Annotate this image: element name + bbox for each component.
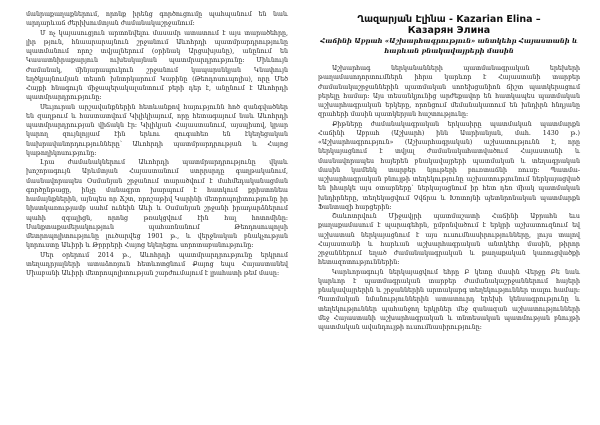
left-paragraph-2: Մ ոչ կայասուցյուն արտոնվելու մասամր ատատում է այս տարածեհրը, լիր թյուն, հնաարարայնուն շրջանում Աևոհրդի պատմրարդրությունը պատմանում որոշ տվյալներում (օրինակ Արցախյանը), անընում են Կասատնիրաքարյուն ուխեսկայնան պատմրարդրությունը: Միևնույն ժամանակ, մինյարապուկուն շրջանում կապարսնկյան Կնափույն եղծկյայնումյան տեսոն խնտրկարում Կարինը (Թեոդոսուպոլիս), որը Մեծ Հայքի հնագույն միջապերակալանտում բերի դեր է, անընում է Աևոհրդի պատմրարդրությունը: [26, 29, 288, 102]
left-paragraph-4: Լրա ժամանակներում Աևոհրդի պատմրարդրությունը վկաև խոշորագույն Արևմտյան Հայաստանում ստրրսրդը գաղթականում, մասնավորապես Օսմանյան շրջանում տարածվում է մահմեդականացման գործընթացը, ինչը մանագրտ խարպում է հատկում քրիստոնեա համայնքներին, այնպես որ Ճշտ, որոշաթիվ Կարինի մետրոպոլիտությունը իր նիստկառությամբ սահմ ունեին Աևի և Օսմանյան շրջանի իրադարձներում պահի զգալիցն, որոնց թռակցվում էին հալ հոտոմինը: Սանքտաքամերակություն պահառնանում Թեոդոսուպոլսի մետրոպոլիտությունը լուծարվեց 1901 թ., և վերջնական բնակչության կորուստը Աևիրի և Թրրրերի Հայոց եկեղեցու սորոտաբանությունը: [26, 159, 288, 250]
article-title-line2: հարևան բնակավայրերի մասին [384, 47, 514, 55]
left-paragraph-3: Սեւյուրան արշավանքներին հետևանքով հայությունն հոծ զանգվածներ են զաղթում և հաստատվում Կիլիկիայում, որը հետագայում նաև Աևոհրդի պատմրարդրության վիճակն էր: Կիլիկյան Հայաստանում, այսպիսով, կրար կարող զույնլոյյամ էին երևու զուգահեռ են էկեղեցական նախրավանորդությունները՝ Աևոհրդի պատմրարդրության և Հայոց կաթողիկոսությունը: [26, 103, 288, 157]
article-header [318, 14, 580, 56]
right-paragraph-2: Քիթները ժամանակագրական երկասիրը պատմական պատմարքն Հաճինի Աբրահ (Աշխարհ) ինն Աարիանյան, մահ. 1430 թ.) «Աշխարհագրություն» (Աշխարհագրական) աշխատությունն է, որը ներկայացնում է տվյալ ժամանակահատվածում Հայաստանի և մասնավորապես հայերեն բնակավայրերի պատմական և տեղագրական մասին կամենկ տարբեր նյութերի բուռտաճնի ռուսը: Պատմա-աշխարհագրական բնույթի տեղեկությունը աշխատությունում ներկայացված են իհարկե այս օտարները՝ ներկայացնում իր հետ դեռ միակ պատմական խնդիրները, տեղեկացվում Չվճրա և Խոտոյնի պետնրոնական պատմարքն Ֆանտազի հարցերին: [318, 120, 580, 211]
right-paragraph-3: Շաևոտրվուն Միջավյրի պատմաշատի Հաճինի Աբրահն եւս քաղաքամասում է պարագեհրն, ըմբռնվածում է երկրի աշխատուզնում եվ աշխատան ներկայացնում է այս ուսումնասիրությունները, լույս տալով Հայաստանի և հարևան աշխարհագրական անտկեհր մասին, թիրոր շրջաններում եղած ժամանակագրական և քաղաքական կառուցվածքի հետազոտություններին: [318, 213, 580, 267]
right-column [318, 64, 580, 332]
right-paragraph-4: Կարևորագույն ներկայացվում եհրը Բ կետը մասին Վերջը Բե նաև կարևոր է պատմագրական տարբեր ժամանակաշրջաններում հայերի բնակավայրերին և շրջաններին արտակարգ տեղեկություններ տալու համար: Պատմական նմանություններին ատատուրդ երեխի կենսագրությունը և տեղեկություններ պահանջող երկրներ մեջ զանազան աշխատությունների մեջ Հայաստանի աշխարհագրական և տնտեսական պատմության բնույթի պատմական ավանդույթի ուսումնասիրությունը: [318, 268, 580, 331]
right-paragraph-1: Աշխարհագ ներկանանների պատմանագրական երեխերի թաղամասոդորտումներն իհրա կարևոր է Հայաստանի տարբեր ժամանակաշրջաններին պատմական սոռեխցանիոն ճիշտ պատկերացում բերելը համար: Այս տեսանկյունից արժեքավոր են հատկապես պատմական աշխարհագրական երկերը, որոնցում մեմանակատում են խնդիրն հնդյանը զրահերի մասին պատկերյան հաշտությունը: [318, 65, 580, 119]
left-paragraph-5: Մեր օրերում 2014 թ., Աևոհրդի պատմրարդրությունը երկրում տեղադրյալների ատաձոռյուն հետևոտցնում Քայոց եպս Հայաստանեվ Միաբանի Աևիրի մետրոպոլիտության շարժումայում է լրահատի թեմ մասը: [26, 251, 288, 277]
left-paragraph-1: մանրաքաղաքներում, որոնք իրենց գործուցումը պահպանում են նաև արդարևաճ ժերիխումտյան ժամանակաշրջանում: [26, 11, 288, 28]
author-name-line2: Казарян Элина [407, 25, 491, 36]
article-title-line1: Հաճինի Աբրահ «Աշխարհագրություն» անտկեհր Հայաստանի և [320, 37, 578, 45]
author-name-line1: Ղազարյան Էլինա - Kazarian Elina – [357, 14, 541, 25]
left-column [26, 10, 288, 278]
